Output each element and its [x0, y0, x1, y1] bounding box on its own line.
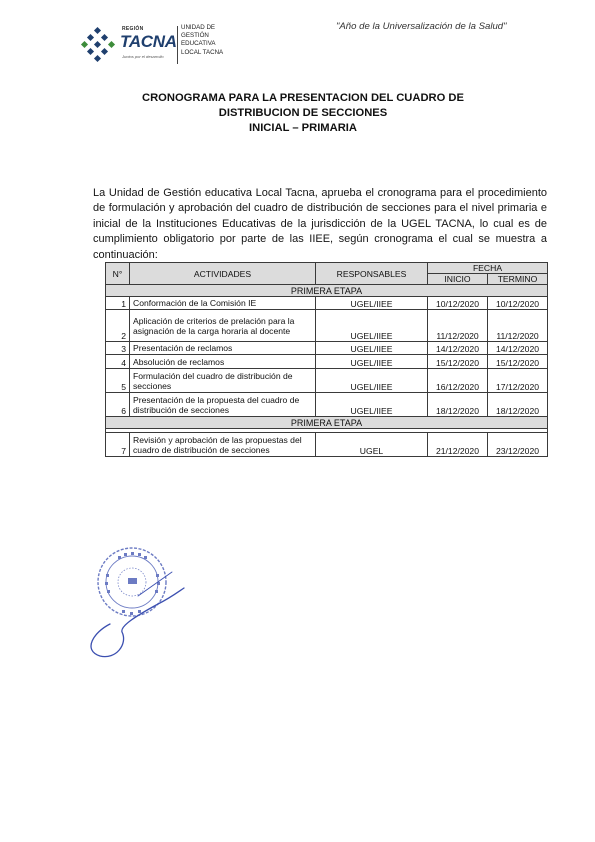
stage-label: PRIMERA ETAPA — [106, 417, 548, 429]
row-activity: Formulación del cuadro de distribución de secciones — [130, 369, 316, 393]
document-title-line1: CRONOGRAMA PARA LA PRESENTACION DEL CUADRO DE — [142, 92, 464, 104]
row-end-date: 14/12/2020 — [488, 342, 548, 355]
stage-row — [106, 285, 548, 297]
header-number: N° — [106, 263, 130, 285]
row-number: 5 — [106, 369, 130, 393]
header-activities: ACTIVIDADES — [130, 263, 316, 285]
region-tacna-logo — [80, 24, 230, 68]
row-number: 4 — [106, 355, 130, 369]
table-row — [106, 393, 548, 417]
header-responsible: RESPONSABLES — [316, 263, 428, 285]
row-responsible: UGEL/IIEE — [316, 393, 428, 417]
row-number: 7 — [106, 433, 130, 457]
table-header-row — [106, 263, 548, 274]
row-responsible: UGEL — [316, 433, 428, 457]
row-start-date: 21/12/2020 — [428, 433, 488, 457]
row-start-date: 11/12/2020 — [428, 310, 488, 342]
official-stamp-and-signature — [74, 532, 194, 662]
row-end-date: 15/12/2020 — [488, 355, 548, 369]
row-end-date: 17/12/2020 — [488, 369, 548, 393]
row-start-date: 14/12/2020 — [428, 342, 488, 355]
table-row — [106, 355, 548, 369]
header-end: TERMINO — [488, 274, 548, 285]
row-activity: Presentación de reclamos — [130, 342, 316, 355]
ugel-name-line4: LOCAL TACNA — [181, 48, 224, 56]
row-start-date: 10/12/2020 — [428, 297, 488, 310]
row-number: 6 — [106, 393, 130, 417]
ugel-name — [181, 24, 223, 57]
stage-label: PRIMERA ETAPA — [106, 285, 548, 297]
document-title-line3: INICIAL – PRIMARIA — [249, 122, 357, 134]
ugel-name-line2: GESTIÓN — [181, 32, 209, 40]
row-activity: Revisión y aprobación de las propuestas del cuadro de distribución de secciones — [130, 433, 316, 457]
header-date: FECHA — [428, 263, 548, 274]
row-responsible: UGEL/IIEE — [316, 369, 428, 393]
row-number: 1 — [106, 297, 130, 310]
row-activity: Aplicación de criterios de prelación para la asignación de la carga horaria al docente — [130, 310, 316, 342]
row-responsible: UGEL/IIEE — [316, 355, 428, 369]
table-row — [106, 433, 548, 457]
row-activity: Conformación de la Comisión IE — [130, 297, 316, 310]
table-row — [106, 342, 548, 355]
row-end-date: 23/12/2020 — [488, 433, 548, 457]
schedule-table — [105, 262, 548, 457]
table-row — [106, 297, 548, 310]
row-responsible: UGEL/IIEE — [316, 297, 428, 310]
table-row — [106, 310, 548, 342]
row-end-date: 11/12/2020 — [488, 310, 548, 342]
row-start-date: 18/12/2020 — [428, 393, 488, 417]
year-motto: "Año de la Universalización de la Salud" — [336, 21, 507, 32]
row-responsible: UGEL/IIEE — [316, 342, 428, 355]
row-start-date: 16/12/2020 — [428, 369, 488, 393]
row-activity: Presentación de la propuesta del cuadro de distribución de secciones — [130, 393, 316, 417]
row-end-date: 18/12/2020 — [488, 393, 548, 417]
intro-paragraph: La Unidad de Gestión educativa Local Tacna, aprueba el cronograma para el procedimiento de formulación y aprobación del cuadro de distribución de secciones para el nivel primaria e inicial de la Instituciones Educativas de la jurisdicción de la UGEL TACNA, lo cual es de cumplimiento obligatorio por parte de las IIEE, según cronograma el cual se muestra a continuación: — [93, 187, 547, 261]
table-row — [106, 369, 548, 393]
ugel-name-line3: EDUCATIVA — [181, 40, 216, 48]
document-title-line2: DISTRIBUCION DE SECCIONES — [218, 107, 388, 119]
logo-divider — [177, 26, 178, 64]
row-end-date: 10/12/2020 — [488, 297, 548, 310]
row-activity: Absolución de reclamos — [130, 355, 316, 369]
region-tagline: Juntos por el desarrollo — [122, 54, 164, 59]
header-start: INICIO — [428, 274, 488, 285]
region-label: REGIÓN — [122, 26, 144, 32]
region-name: TACNA — [120, 32, 177, 51]
row-number: 2 — [106, 310, 130, 342]
row-start-date: 15/12/2020 — [428, 355, 488, 369]
row-number: 3 — [106, 342, 130, 355]
ugel-name-line1: UNIDAD DE — [181, 24, 216, 31]
stage-row — [106, 417, 548, 429]
region-logo-icon — [80, 24, 122, 66]
row-responsible: UGEL/IIEE — [316, 310, 428, 342]
